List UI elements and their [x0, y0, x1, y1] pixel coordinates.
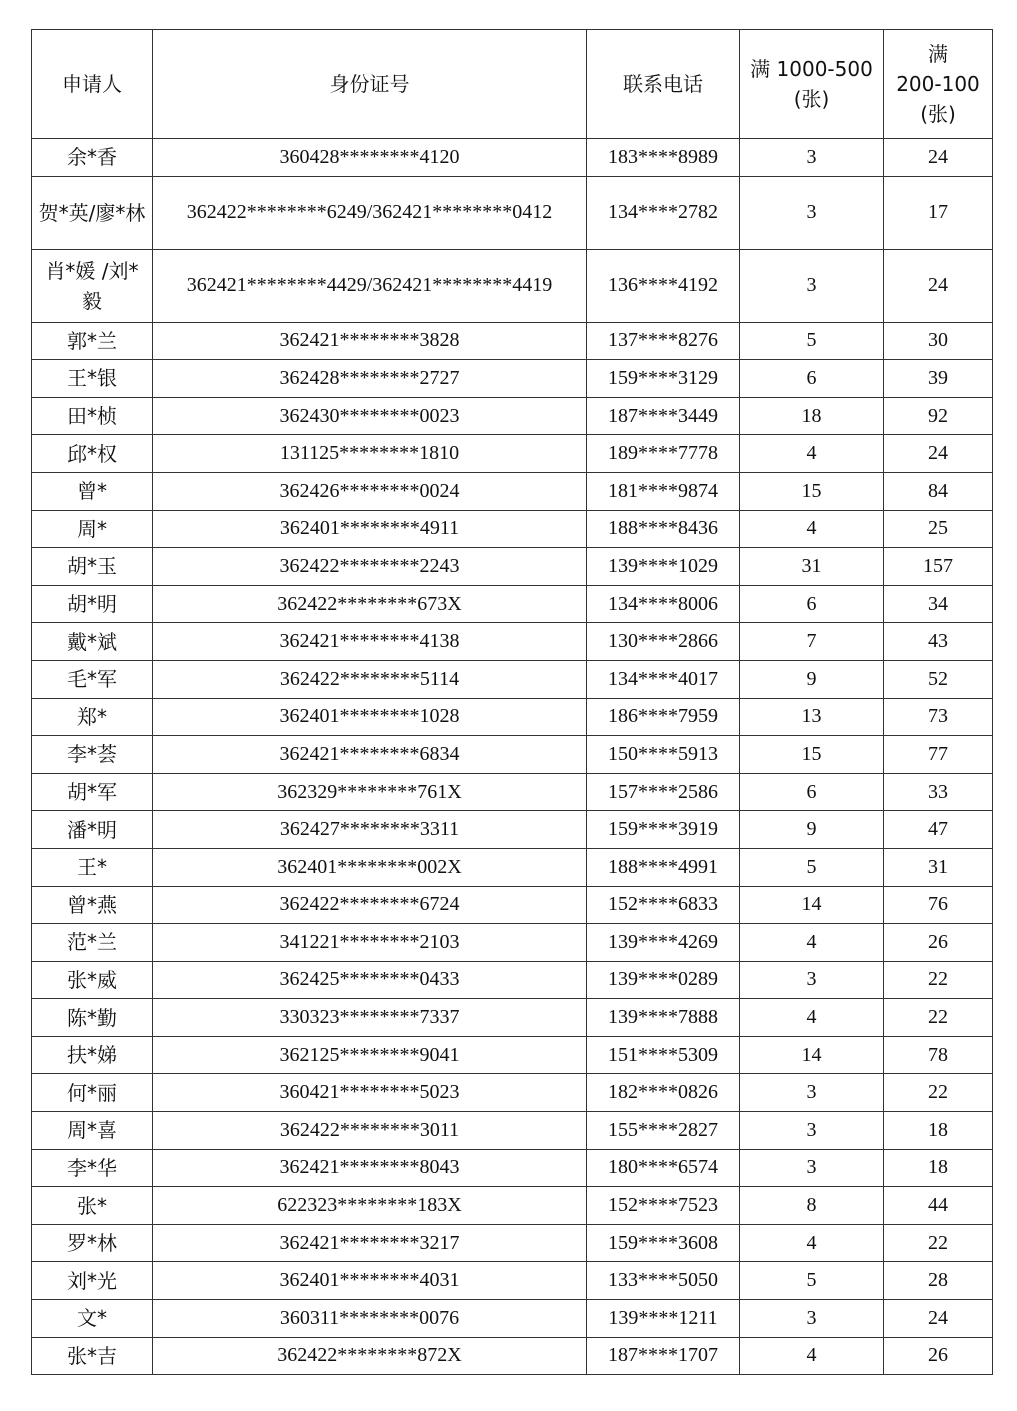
- id-number-cell: 362422********6249/362421********0412: [153, 176, 587, 249]
- id-number-cell: 362401********1028: [153, 698, 587, 736]
- id-number-cell: 362422********6724: [153, 886, 587, 924]
- coupons-1000-500-cell: 6: [740, 773, 884, 811]
- coupons-1000-500-cell: 13: [740, 698, 884, 736]
- id-number-cell: 360421********5023: [153, 1074, 587, 1112]
- id-number-cell: 362329********761X: [153, 773, 587, 811]
- table-row: [32, 1337, 993, 1375]
- id-number-cell: 362422********3011: [153, 1112, 587, 1150]
- applicant-name-cell: 曾*燕: [32, 886, 153, 924]
- table-row: [32, 249, 993, 322]
- phone-cell: 159****3919: [587, 811, 740, 849]
- header-coupons-200-100-label: 200-100: [896, 72, 980, 96]
- coupons-200-100-cell: 22: [884, 1074, 993, 1112]
- table-row: [32, 435, 993, 473]
- coupons-200-100-cell: 77: [884, 736, 993, 774]
- phone-cell: 189****7778: [587, 435, 740, 473]
- table-row: [32, 698, 993, 736]
- applicant-name-cell: 郑*: [32, 698, 153, 736]
- coupons-200-100-cell: 39: [884, 360, 993, 398]
- coupons-200-100-cell: 47: [884, 811, 993, 849]
- coupons-200-100-cell: 17: [884, 176, 993, 249]
- id-number-cell: 360428********4120: [153, 139, 587, 177]
- id-number-cell: 362401********002X: [153, 848, 587, 886]
- phone-cell: 186****7959: [587, 698, 740, 736]
- coupons-200-100-cell: 30: [884, 322, 993, 360]
- coupons-200-100-cell: 24: [884, 1300, 993, 1338]
- coupons-1000-500-cell: 4: [740, 1224, 884, 1262]
- coupons-200-100-cell: 26: [884, 924, 993, 962]
- phone-cell: 134****8006: [587, 585, 740, 623]
- coupons-1000-500-cell: 6: [740, 360, 884, 398]
- table-row: [32, 510, 993, 548]
- id-number-cell: 362422********5114: [153, 660, 587, 698]
- coupons-1000-500-cell: 5: [740, 848, 884, 886]
- header-coupons-200-100-prefix: 满: [928, 42, 948, 66]
- table-row: [32, 1300, 993, 1338]
- coupons-1000-500-cell: 3: [740, 139, 884, 177]
- coupons-200-100-cell: 84: [884, 472, 993, 510]
- coupons-200-100-cell: 76: [884, 886, 993, 924]
- applicant-name-cell: 刘*光: [32, 1262, 153, 1300]
- phone-cell: 137****8276: [587, 322, 740, 360]
- phone-cell: 182****0826: [587, 1074, 740, 1112]
- phone-cell: 136****4192: [587, 249, 740, 322]
- table-row: [32, 176, 993, 249]
- phone-cell: 139****0289: [587, 961, 740, 999]
- applicant-name-cell: 周*喜: [32, 1112, 153, 1150]
- applicant-name-cell: 胡*玉: [32, 548, 153, 586]
- id-number-cell: 330323********7337: [153, 999, 587, 1037]
- id-number-cell: 362401********4031: [153, 1262, 587, 1300]
- phone-cell: 181****9874: [587, 472, 740, 510]
- header-coupons-1000-500: [740, 30, 884, 139]
- header-id-number: 身份证号: [153, 30, 587, 139]
- table-row: [32, 961, 993, 999]
- applicant-name-cell: 张*吉: [32, 1337, 153, 1375]
- applicant-name-cell: 文*: [32, 1300, 153, 1338]
- header-coupons-200-100-unit: (张): [920, 102, 956, 126]
- phone-cell: 152****6833: [587, 886, 740, 924]
- coupons-1000-500-cell: 9: [740, 811, 884, 849]
- applicant-name-cell: 曾*: [32, 472, 153, 510]
- coupons-200-100-cell: 31: [884, 848, 993, 886]
- coupons-1000-500-cell: 3: [740, 249, 884, 322]
- applicant-name-cell: 何*丽: [32, 1074, 153, 1112]
- applicant-table: [31, 29, 993, 1375]
- applicant-name-cell: 扶*娣: [32, 1036, 153, 1074]
- phone-cell: 139****1029: [587, 548, 740, 586]
- coupons-1000-500-cell: 7: [740, 623, 884, 661]
- coupons-1000-500-cell: 5: [740, 1262, 884, 1300]
- id-number-cell: 622323********183X: [153, 1187, 587, 1225]
- table-row: [32, 999, 993, 1037]
- coupons-1000-500-cell: 5: [740, 322, 884, 360]
- coupons-200-100-cell: 43: [884, 623, 993, 661]
- coupons-1000-500-cell: 15: [740, 472, 884, 510]
- coupons-1000-500-cell: 8: [740, 1187, 884, 1225]
- phone-cell: 155****2827: [587, 1112, 740, 1150]
- phone-cell: 187****1707: [587, 1337, 740, 1375]
- id-number-cell: 362421********4429/362421********4419: [153, 249, 587, 322]
- id-number-cell: 362421********6834: [153, 736, 587, 774]
- applicant-name-cell: 郭*兰: [32, 322, 153, 360]
- table-row: [32, 660, 993, 698]
- header-applicant: 申请人: [32, 30, 153, 139]
- phone-cell: 150****5913: [587, 736, 740, 774]
- coupons-1000-500-cell: 31: [740, 548, 884, 586]
- table-row: [32, 548, 993, 586]
- applicant-name-cell: 贺*英/廖*林: [32, 176, 153, 249]
- coupons-200-100-cell: 22: [884, 1224, 993, 1262]
- phone-cell: 188****8436: [587, 510, 740, 548]
- applicant-name-cell: 王*银: [32, 360, 153, 398]
- id-number-cell: 360311********0076: [153, 1300, 587, 1338]
- applicant-name-cell: 周*: [32, 510, 153, 548]
- applicant-name-cell: 张*: [32, 1187, 153, 1225]
- applicant-name-cell: 胡*军: [32, 773, 153, 811]
- coupons-1000-500-cell: 4: [740, 510, 884, 548]
- coupons-200-100-cell: 34: [884, 585, 993, 623]
- coupons-200-100-cell: 18: [884, 1112, 993, 1150]
- coupons-1000-500-cell: 14: [740, 886, 884, 924]
- header-row: [32, 30, 993, 139]
- coupons-200-100-cell: 78: [884, 1036, 993, 1074]
- phone-cell: 187****3449: [587, 397, 740, 435]
- coupons-1000-500-cell: 3: [740, 176, 884, 249]
- coupons-200-100-cell: 28: [884, 1262, 993, 1300]
- table-row: [32, 773, 993, 811]
- coupons-1000-500-cell: 4: [740, 924, 884, 962]
- id-number-cell: 362427********3311: [153, 811, 587, 849]
- table-row: [32, 139, 993, 177]
- applicant-name-cell: 王*: [32, 848, 153, 886]
- table-row: [32, 736, 993, 774]
- applicant-name-cell: 潘*明: [32, 811, 153, 849]
- phone-cell: 133****5050: [587, 1262, 740, 1300]
- phone-cell: 139****4269: [587, 924, 740, 962]
- phone-cell: 151****5309: [587, 1036, 740, 1074]
- coupons-200-100-cell: 25: [884, 510, 993, 548]
- coupons-1000-500-cell: 4: [740, 999, 884, 1037]
- id-number-cell: 362430********0023: [153, 397, 587, 435]
- id-number-cell: 362421********8043: [153, 1149, 587, 1187]
- applicant-name-cell: 罗*林: [32, 1224, 153, 1262]
- coupons-200-100-cell: 24: [884, 249, 993, 322]
- coupons-200-100-cell: 24: [884, 139, 993, 177]
- id-number-cell: 131125********1810: [153, 435, 587, 473]
- table-row: [32, 1074, 993, 1112]
- table-row: [32, 1036, 993, 1074]
- applicant-name-cell: 田*桢: [32, 397, 153, 435]
- table-row: [32, 1112, 993, 1150]
- coupons-200-100-cell: 18: [884, 1149, 993, 1187]
- table-body: [32, 139, 993, 1375]
- coupons-1000-500-cell: 9: [740, 660, 884, 698]
- applicant-name-cell: 戴*斌: [32, 623, 153, 661]
- coupons-200-100-cell: 157: [884, 548, 993, 586]
- applicant-name-cell: 肖*媛 /刘*毅: [32, 249, 153, 322]
- coupons-1000-500-cell: 3: [740, 1300, 884, 1338]
- applicant-name-cell: 范*兰: [32, 924, 153, 962]
- table-row: [32, 1224, 993, 1262]
- phone-cell: 188****4991: [587, 848, 740, 886]
- applicant-name-cell: 胡*明: [32, 585, 153, 623]
- id-number-cell: 362125********9041: [153, 1036, 587, 1074]
- coupons-200-100-cell: 26: [884, 1337, 993, 1375]
- phone-cell: 159****3129: [587, 360, 740, 398]
- id-number-cell: 362428********2727: [153, 360, 587, 398]
- applicant-name-cell: 李*荟: [32, 736, 153, 774]
- table-row: [32, 811, 993, 849]
- phone-cell: 152****7523: [587, 1187, 740, 1225]
- coupons-200-100-cell: 92: [884, 397, 993, 435]
- id-number-cell: 362426********0024: [153, 472, 587, 510]
- coupons-200-100-cell: 73: [884, 698, 993, 736]
- applicant-name-cell: 邱*权: [32, 435, 153, 473]
- coupons-1000-500-cell: 18: [740, 397, 884, 435]
- table-row: [32, 1262, 993, 1300]
- header-coupons-1000-500-unit: (张): [793, 87, 830, 111]
- phone-cell: 159****3608: [587, 1224, 740, 1262]
- table-row: [32, 886, 993, 924]
- header-coupons-1000-500-label: 满 1000-500: [750, 57, 873, 81]
- table-row: [32, 1149, 993, 1187]
- id-number-cell: 362425********0433: [153, 961, 587, 999]
- coupons-200-100-cell: 22: [884, 999, 993, 1037]
- table-row: [32, 397, 993, 435]
- phone-cell: 180****6574: [587, 1149, 740, 1187]
- phone-cell: 139****7888: [587, 999, 740, 1037]
- phone-cell: 134****4017: [587, 660, 740, 698]
- coupons-1000-500-cell: 15: [740, 736, 884, 774]
- table-row: [32, 924, 993, 962]
- coupons-1000-500-cell: 3: [740, 1074, 884, 1112]
- coupons-1000-500-cell: 3: [740, 961, 884, 999]
- table-row: [32, 472, 993, 510]
- phone-cell: 157****2586: [587, 773, 740, 811]
- coupons-1000-500-cell: 3: [740, 1149, 884, 1187]
- applicant-name-cell: 陈*勤: [32, 999, 153, 1037]
- applicant-name-cell: 毛*军: [32, 660, 153, 698]
- id-number-cell: 362422********673X: [153, 585, 587, 623]
- phone-cell: 130****2866: [587, 623, 740, 661]
- phone-cell: 134****2782: [587, 176, 740, 249]
- table-row: [32, 360, 993, 398]
- coupons-200-100-cell: 52: [884, 660, 993, 698]
- header-phone: 联系电话: [587, 30, 740, 139]
- applicant-name-cell: 李*华: [32, 1149, 153, 1187]
- applicant-name-cell: 张*威: [32, 961, 153, 999]
- table-row: [32, 1187, 993, 1225]
- table-row: [32, 322, 993, 360]
- id-number-cell: 341221********2103: [153, 924, 587, 962]
- table-row: [32, 848, 993, 886]
- header-coupons-200-100: [884, 30, 993, 139]
- id-number-cell: 362422********872X: [153, 1337, 587, 1375]
- coupons-200-100-cell: 24: [884, 435, 993, 473]
- id-number-cell: 362421********3217: [153, 1224, 587, 1262]
- phone-cell: 183****8989: [587, 139, 740, 177]
- id-number-cell: 362421********4138: [153, 623, 587, 661]
- table-row: [32, 585, 993, 623]
- id-number-cell: 362421********3828: [153, 322, 587, 360]
- applicant-name-cell: 余*香: [32, 139, 153, 177]
- coupons-200-100-cell: 44: [884, 1187, 993, 1225]
- coupons-200-100-cell: 33: [884, 773, 993, 811]
- phone-cell: 139****1211: [587, 1300, 740, 1338]
- id-number-cell: 362401********4911: [153, 510, 587, 548]
- coupons-1000-500-cell: 4: [740, 1337, 884, 1375]
- table-row: [32, 623, 993, 661]
- coupons-1000-500-cell: 14: [740, 1036, 884, 1074]
- coupons-200-100-cell: 22: [884, 961, 993, 999]
- id-number-cell: 362422********2243: [153, 548, 587, 586]
- coupons-1000-500-cell: 3: [740, 1112, 884, 1150]
- coupons-1000-500-cell: 4: [740, 435, 884, 473]
- coupons-1000-500-cell: 6: [740, 585, 884, 623]
